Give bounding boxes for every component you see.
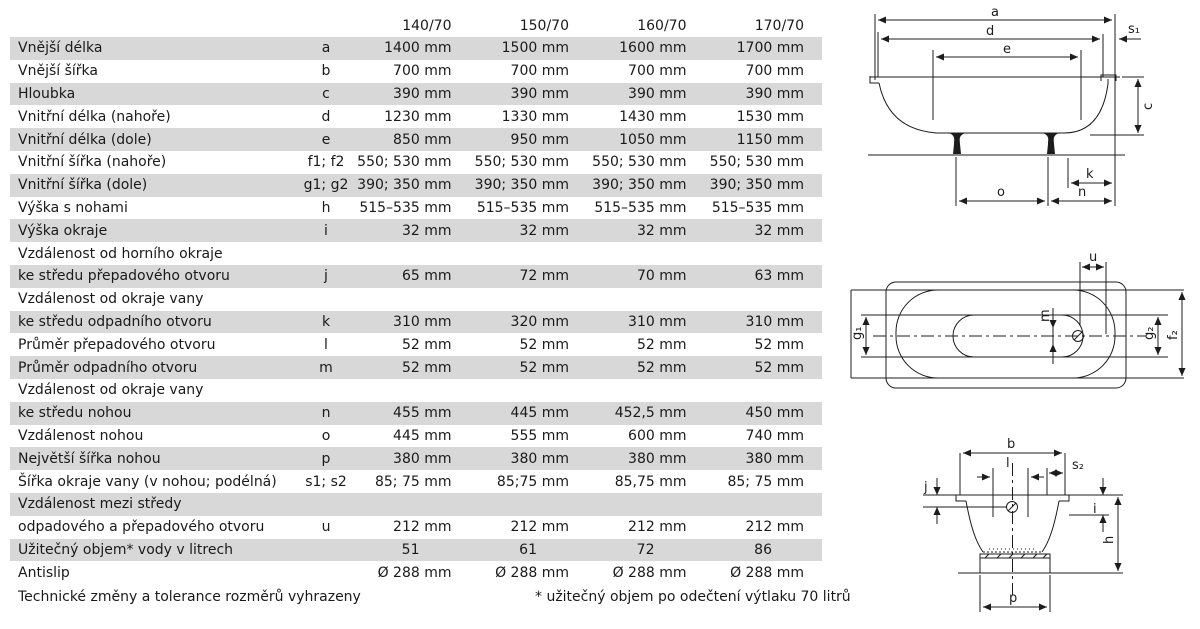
row-symbol: k	[321, 313, 331, 330]
row-label: Výška s nohami	[18, 199, 128, 216]
row-label: Vzdálenost od horního okraje	[18, 245, 223, 262]
row-value: 515–535 mm	[359, 199, 452, 216]
row-value: 52 mm	[754, 336, 804, 353]
side-view-diagram	[828, 0, 1200, 232]
row-label: Vnější šířka	[18, 63, 98, 80]
row-symbol: m	[319, 359, 333, 376]
row-symbol: j	[324, 268, 328, 285]
row-value: 1600 mm	[619, 40, 687, 57]
row-value: 72 mm	[519, 268, 569, 285]
row-value: 32 mm	[519, 222, 569, 239]
row-value: 950 mm	[510, 131, 569, 148]
tolerance-note: Technické změny a tolerance rozměrů vyhrazeny	[18, 589, 361, 605]
row-value: 72	[636, 541, 655, 558]
row-value: 450 mm	[745, 405, 804, 422]
row-value: Ø 288 mm	[612, 564, 687, 581]
column-header-170-70: 170/70	[754, 17, 804, 34]
table-row	[10, 197, 822, 220]
table-row	[10, 83, 822, 106]
row-label: Průměr přepadového otvoru	[18, 336, 216, 353]
dim-label-k: k	[1086, 167, 1094, 182]
row-label: Vzdálenost od okraje vany	[18, 382, 204, 399]
row-label: Vzdálenost nohou	[18, 427, 144, 444]
row-label: Vzdálenost od okraje vany	[18, 291, 204, 308]
row-value: 85,75 mm	[614, 473, 687, 490]
row-value: 700 mm	[745, 63, 804, 80]
table-row	[10, 470, 822, 493]
row-symbol: l	[324, 336, 328, 353]
dim-label-o: o	[997, 185, 1005, 200]
row-value: 390; 350 mm	[592, 177, 687, 194]
row-value: 550; 530 mm	[357, 154, 452, 171]
row-value: 380 mm	[393, 450, 452, 467]
row-value: 380 mm	[628, 450, 687, 467]
row-value: 85; 75 mm	[727, 473, 804, 490]
row-value: 390 mm	[393, 85, 452, 102]
dim-label-s1: s₁	[1128, 22, 1140, 37]
row-value: 70 mm	[636, 268, 687, 285]
row-value: 390; 350 mm	[474, 177, 569, 194]
row-symbol: g1; g2	[303, 177, 349, 194]
row-value: 390; 350 mm	[357, 177, 452, 194]
row-value: 1330 mm	[501, 108, 569, 125]
row-value: 1430 mm	[619, 108, 687, 125]
table-row	[10, 379, 822, 402]
column-header-150-70: 150/70	[519, 17, 569, 34]
table-row	[10, 311, 822, 334]
row-label: Průměr odpadního otvoru	[18, 359, 198, 376]
row-value: 85; 75 mm	[374, 473, 452, 490]
dim-label-c: c	[1141, 102, 1156, 110]
row-value: 212 mm	[628, 519, 687, 536]
row-value: 63 mm	[754, 268, 804, 285]
table-row	[10, 105, 822, 128]
row-symbol: h	[321, 199, 331, 216]
row-value: 445 mm	[393, 427, 452, 444]
row-value: 85;75 mm	[496, 473, 569, 490]
table-row	[10, 174, 822, 197]
table-row	[10, 288, 822, 311]
row-value: 86	[754, 541, 772, 558]
row-value: 1530 mm	[736, 108, 804, 125]
row-label: Antislip	[18, 564, 70, 581]
dim-label-h: h	[1102, 535, 1117, 544]
row-value: 52 mm	[636, 336, 687, 353]
dim-label-j: j	[924, 480, 928, 495]
row-value: 61	[519, 541, 537, 558]
table-row	[10, 242, 822, 265]
table-row	[10, 37, 822, 60]
row-value: 52 mm	[636, 359, 687, 376]
row-value: 515–535 mm	[476, 199, 569, 216]
dim-label-i: i	[1093, 502, 1097, 517]
row-value: 320 mm	[510, 313, 569, 330]
table-row	[10, 333, 822, 356]
table-body	[10, 37, 822, 584]
row-symbol: p	[321, 450, 331, 467]
table-row	[10, 151, 822, 174]
dim-label-g1: g₁	[850, 326, 865, 340]
row-value: 51	[401, 541, 420, 558]
row-value: 310 mm	[745, 313, 804, 330]
row-label: Vnitřní šířka (dole)	[18, 177, 148, 194]
table-row	[10, 402, 822, 425]
row-value: 212 mm	[745, 519, 804, 536]
dimension-table	[10, 14, 822, 584]
row-value: 212 mm	[510, 519, 569, 536]
table-row	[10, 493, 822, 516]
dim-label-u: u	[1089, 250, 1098, 265]
row-value: 515–535 mm	[711, 199, 804, 216]
row-value: 52 mm	[401, 359, 452, 376]
row-value: 32 mm	[754, 222, 804, 239]
row-value: 555 mm	[510, 427, 569, 444]
dim-label-f2: f₂	[1166, 330, 1181, 340]
row-symbol: f1; f2	[307, 154, 345, 171]
row-value: 600 mm	[628, 427, 687, 444]
row-symbol: a	[321, 40, 331, 57]
row-value: 700 mm	[393, 63, 452, 80]
row-label: Největší šířka nohou	[18, 450, 161, 467]
row-label: Šířka okraje vany (v nohou; podélná)	[18, 473, 277, 490]
row-label: Hloubka	[18, 85, 76, 102]
row-symbol: b	[321, 63, 331, 80]
row-value: 1700 mm	[736, 40, 804, 57]
dim-label-n: n	[1078, 185, 1087, 200]
row-value: 1150 mm	[736, 131, 804, 148]
table-row	[10, 561, 822, 584]
row-value: 65 mm	[401, 268, 452, 285]
dim-label-m: m	[1038, 309, 1053, 322]
row-value: 700 mm	[628, 63, 687, 80]
row-label: Vnitřní délka (dole)	[18, 131, 152, 148]
row-label: ke středu nohou	[18, 405, 132, 422]
row-value: 455 mm	[393, 405, 452, 422]
row-value: 32 mm	[636, 222, 687, 239]
dim-label-p: p	[1009, 591, 1018, 606]
table-row	[10, 219, 822, 242]
row-label: Vnitřní délka (nahoře)	[18, 108, 171, 125]
row-label: ke středu odpadního otvoru	[18, 313, 212, 330]
top-view-diagram	[828, 250, 1200, 412]
dim-label-b: b	[1007, 437, 1016, 452]
dim-label-g2: g₂	[1142, 326, 1157, 340]
row-value: 390 mm	[745, 85, 804, 102]
row-symbol: i	[324, 222, 328, 239]
table-header-row	[10, 14, 822, 37]
row-value: 390 mm	[510, 85, 569, 102]
row-value: 550; 530 mm	[709, 154, 804, 171]
row-value: 700 mm	[510, 63, 569, 80]
row-value: 52 mm	[519, 336, 569, 353]
row-value: 52 mm	[401, 336, 452, 353]
row-value: 310 mm	[393, 313, 452, 330]
dim-label-s2: s₂	[1072, 458, 1084, 473]
table-row	[10, 425, 822, 448]
table-row	[10, 356, 822, 379]
row-value: 1050 mm	[619, 131, 687, 148]
dim-label-d: d	[986, 24, 995, 39]
row-value: 52 mm	[754, 359, 804, 376]
table-row	[10, 516, 822, 539]
row-symbol: c	[322, 85, 330, 102]
dim-label-a: a	[991, 5, 999, 20]
table-row	[10, 128, 822, 151]
end-view-diagram	[873, 420, 1200, 629]
row-label: ke středu přepadového otvoru	[18, 268, 230, 285]
row-value: 550; 530 mm	[592, 154, 687, 171]
dim-label-l: l	[1006, 456, 1010, 471]
row-value: Ø 288 mm	[377, 564, 452, 581]
row-value: 390; 350 mm	[709, 177, 804, 194]
row-label: Vnitřní šířka (nahoře)	[18, 154, 167, 171]
row-value: 445 mm	[510, 405, 569, 422]
row-symbol: n	[321, 405, 331, 422]
row-value: 380 mm	[510, 450, 569, 467]
row-symbol: e	[321, 131, 331, 148]
row-label: Užitečný objem* vody v litrech	[18, 541, 234, 558]
row-value: 740 mm	[745, 427, 804, 444]
row-value: 452,5 mm	[614, 405, 687, 422]
row-label: Výška okraje	[18, 222, 108, 239]
table-row	[10, 60, 822, 83]
row-symbol: o	[321, 427, 331, 444]
table-row	[10, 447, 822, 470]
dim-label-e: e	[1003, 42, 1011, 57]
row-symbol: d	[321, 108, 331, 125]
row-symbol: s1; s2	[305, 473, 347, 490]
table-row	[10, 265, 822, 288]
row-symbol: u	[321, 519, 331, 536]
row-value: 310 mm	[628, 313, 687, 330]
row-value: 32 mm	[401, 222, 452, 239]
row-value: 515–535 mm	[594, 199, 687, 216]
row-value: 52 mm	[519, 359, 569, 376]
row-label: Vnější délka	[18, 40, 103, 57]
column-header-140-70: 140/70	[402, 17, 452, 34]
table-row	[10, 539, 822, 562]
row-value: 1500 mm	[501, 40, 569, 57]
row-value: 212 mm	[393, 519, 452, 536]
row-value: 380 mm	[745, 450, 804, 467]
row-value: 390 mm	[628, 85, 687, 102]
row-value: 550; 530 mm	[474, 154, 569, 171]
row-label: Vzdálenost mezi středy	[18, 496, 182, 513]
row-value: 1400 mm	[384, 40, 452, 57]
row-value: 850 mm	[393, 131, 452, 148]
column-header-160-70: 160/70	[637, 17, 687, 34]
row-label: odpadového a přepadového otvoru	[18, 519, 265, 536]
volume-footnote: * užitečný objem po odečtení výtlaku 70 litrů	[535, 589, 851, 605]
row-value: 1230 mm	[384, 108, 452, 125]
row-value: Ø 288 mm	[495, 564, 569, 581]
row-value: Ø 288 mm	[730, 564, 804, 581]
